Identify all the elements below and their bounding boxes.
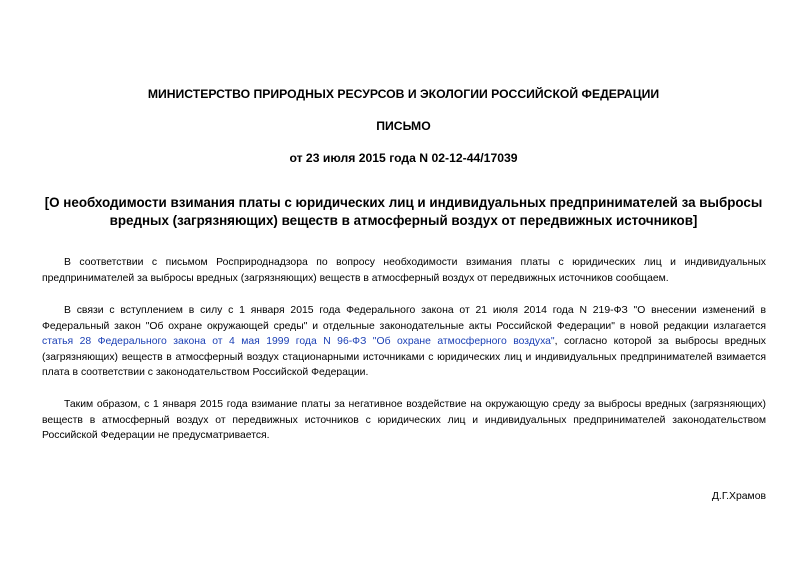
paragraph-3: Таким образом, с 1 января 2015 года взимание платы за негативное воздействие на окружающую среду за выбросы вредных (загрязняющих) веществ в атмосферный воздух от передвижных источников с юридических лиц и индивидуальных предпринимателей законодательством Российской Федерации не предусматривается. xyxy=(42,399,766,442)
paragraph-2 xyxy=(42,303,766,381)
ministry-title: МИНИСТЕРСТВО ПРИРОДНЫХ РЕСУРСОВ И ЭКОЛОГИИ РОССИЙСКОЙ ФЕДЕРАЦИИ xyxy=(147,87,660,101)
document-type: ПИСЬМО xyxy=(376,119,431,133)
document-subject: [О необходимости взимания платы с юридических лиц и индивидуальных предпринимателей за выбросы вредных (загрязняющих) веществ в атмосферный воздух от передвижных источников] xyxy=(44,195,763,228)
law-article-link[interactable]: статья 28 Федерального закона от 4 мая 1999 года N 96-ФЗ "Об охране атмосферного воздуха" xyxy=(42,336,555,348)
signature: Д.Г.Храмов xyxy=(711,491,766,502)
paragraph-2-text-after: , согласно которой за выбросы вредных (загрязняющих) веществ в атмосферный воздух стационарными источниками с юридических лиц и индивидуальных предпринимателей взимается плата в соответствии с законодательством Российской Федерации. xyxy=(42,336,766,379)
paragraph-2-text-before: В связи с вступлением в силу с 1 января 2015 года Федерального закона от 21 июля 2014 года N 219-ФЗ "О внесении изменений в Федеральный закон "Об охране окружающей среды" и отдельные законодательные акты Российской Федерации" в новой редакции излагается xyxy=(42,305,766,332)
paragraph-1: В соответствии с письмом Росприроднадзора по вопросу необходимости взимания платы с юридических лиц и индивидуальных предпринимателей за выбросы вредных (загрязняющих) веществ в атмосферный воздух от передвижных источников сообщаем. xyxy=(42,257,766,284)
document-date-number: от 23 июля 2015 года N 02-12-44/17039 xyxy=(289,151,518,165)
